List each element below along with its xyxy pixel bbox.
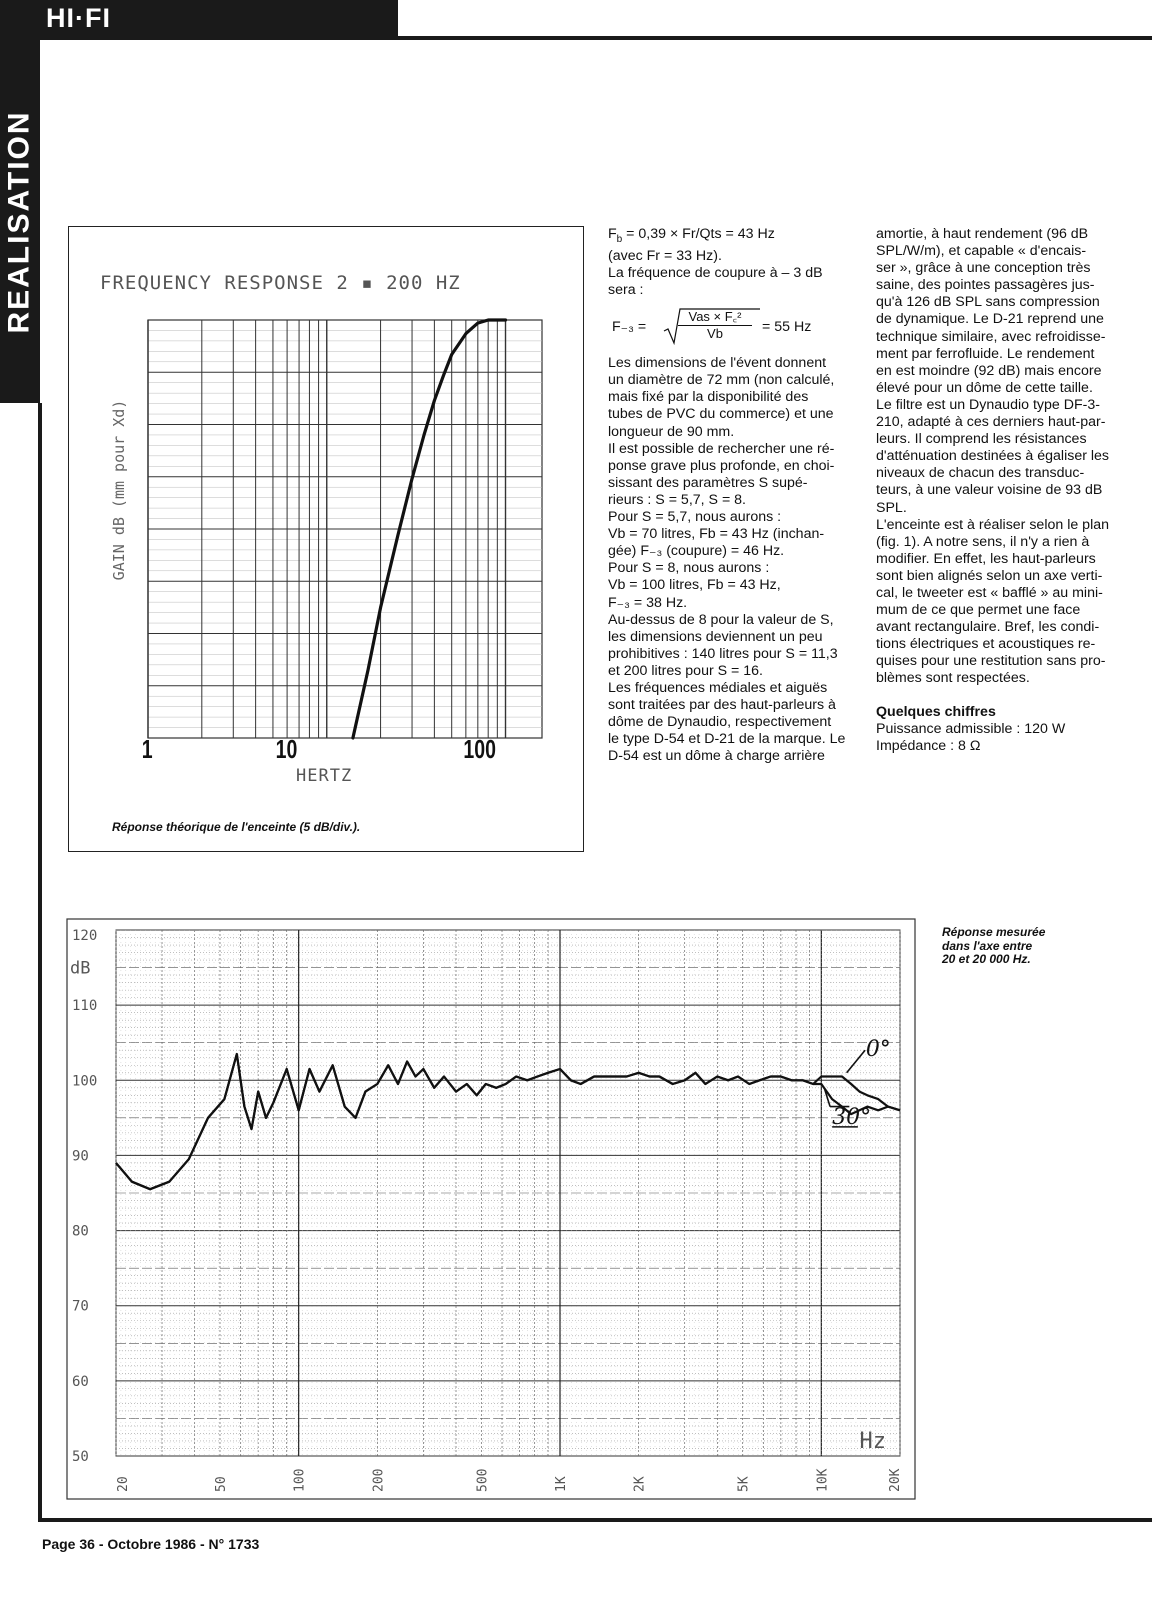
text-line: Au-dessus de 8 pour la valeur de S, — [608, 611, 834, 628]
text-line: et 200 litres pour S = 16. — [608, 662, 763, 679]
text-line: Pour S = 8, nous aurons : — [608, 560, 770, 577]
text-line: saine, des pointes passagères jus- — [876, 277, 1095, 294]
text-line: élevé pour un dôme de cette taille. — [876, 379, 1093, 396]
caption-line: 20 et 20 000 Hz. — [942, 952, 1031, 966]
text-line: de dynamique. Le D-21 reprend une — [876, 311, 1104, 328]
paragraph-block — [608, 355, 860, 440]
x-tick-label: 200 — [371, 1468, 387, 1492]
x-tick-label: 500 — [475, 1468, 491, 1492]
text-line: cal, le tweeter est « bafflé » au mini- — [876, 584, 1103, 601]
y-tick-label: 90 — [72, 1148, 89, 1165]
x-tick-label: 2K — [632, 1476, 648, 1492]
text-line: D-54 est un dôme à charge arrière — [608, 748, 825, 765]
figure1-caption: Réponse théorique de l'enceinte (5 dB/div.). — [112, 820, 361, 834]
figure1-xtick: 100 — [463, 734, 496, 764]
y-tick-label: 70 — [72, 1298, 89, 1315]
text-line: sissant des paramètres S supé- — [608, 474, 808, 491]
figure1-xtick: 10 — [275, 734, 298, 764]
text-line: dôme de Dynaudio, respectivement — [608, 714, 832, 731]
spec-line: Impédance : 8 Ω — [876, 737, 981, 754]
text-line: Le filtre est un Dynaudio type DF-3- — [876, 396, 1100, 413]
y-tick-label: 50 — [72, 1449, 89, 1465]
y-tick-label: 110 — [72, 998, 98, 1015]
text-line: sont bien alignés selon un axe verti- — [876, 567, 1103, 584]
annotation-0-leader — [847, 1050, 865, 1073]
x-tick-label: 50 — [213, 1476, 229, 1492]
y-tick-label: 100 — [72, 1073, 98, 1090]
x-tick-label: 20K — [888, 1468, 903, 1492]
x-unit-label: Hz — [859, 1429, 887, 1454]
text-line: leurs. Il comprend les résistances — [876, 431, 1087, 448]
bottom-rule — [38, 1518, 1152, 1522]
section-heading: Quelques chiffres — [876, 703, 996, 720]
annotation-30: 30° — [832, 1104, 872, 1130]
side-tab-label: REALISATION — [3, 109, 37, 334]
text-line: SPL/W/m), et capable « d'encais- — [876, 243, 1087, 260]
text-line: Les dimensions de l'évent donnent — [608, 355, 827, 372]
text-line: sont traitées par des haut-parleurs à — [608, 697, 836, 714]
x-tick-label: 5K — [736, 1476, 752, 1492]
unit-label: dB — [70, 958, 91, 979]
text-line: (fig. 1). A notre sens, il n'y a rien à — [876, 533, 1090, 550]
text-line: un diamètre de 72 mm (non calculé, — [608, 372, 835, 389]
section-title: HI·FI — [46, 3, 111, 33]
paragraph: La fréquence de coupure à – 3 dB — [608, 265, 823, 282]
text-line: tions électriques et acoustiques re- — [876, 636, 1096, 653]
annotation-0: 0° — [865, 1037, 891, 1063]
paragraph-block — [608, 441, 860, 612]
side-tab-label-wrap — [0, 40, 40, 403]
caption-line: dans l'axe entre — [942, 938, 1033, 953]
figure2-caption — [942, 926, 1045, 967]
text-line: quises pour une restitution sans pro- — [876, 653, 1106, 670]
figure1-chart — [140, 318, 550, 748]
text-line: SPL. — [876, 499, 907, 516]
text-line: qu'à 126 dB SPL sans compression — [876, 294, 1100, 311]
y-tick-label: 80 — [72, 1223, 89, 1240]
x-tick-label: 10K — [815, 1468, 831, 1492]
text-line: tubes de PVC du commerce) et une — [608, 406, 834, 423]
text-line: teurs, à une valeur voisine de 93 dB — [876, 482, 1103, 499]
y-tick-label: 60 — [72, 1373, 89, 1390]
x-tick-label: 100 — [292, 1468, 308, 1492]
figure2-chart — [66, 918, 916, 1500]
text-line: Les fréquences médiales et aiguës — [608, 679, 828, 696]
text-line: F₋₃ = 38 Hz. — [608, 594, 688, 611]
text-line: 210, adapté à ces derniers haut-par- — [876, 414, 1106, 431]
text-line: mum de ce que permet une face — [876, 602, 1081, 619]
text-line: prohibitives : 140 litres pour S = 11,3 — [608, 645, 838, 662]
text-column-2 — [876, 226, 1122, 755]
text-line: rieurs : S = 5,7, S = 8. — [608, 491, 747, 508]
text-line: Vb = 70 litres, Fb = 43 Hz (inchan- — [608, 526, 825, 543]
paragraph: (avec Fr = 33 Hz). — [608, 247, 722, 264]
text-line: longueur de 90 mm. — [608, 423, 735, 440]
text-line: ment par ferrofluide. Le rendement — [876, 345, 1095, 362]
formula-denominator: Vb — [707, 326, 723, 342]
figure1-xlabel: HERTZ — [296, 766, 353, 786]
text-line: modifier. En effet, les haut-parleurs — [876, 550, 1096, 567]
text-line: le type D-54 et D-21 de la marque. Le — [608, 731, 846, 748]
paragraph: $F_b = 0,39 \times Fr/Qts = 43$ Hz — [608, 226, 775, 245]
paragraph-block — [608, 612, 860, 680]
figure1-ylabel: GAIN dB (mm pour Xd) — [110, 399, 128, 581]
text-line: niveaux de chacun des transduc- — [876, 465, 1085, 482]
x-tick-label: 1K — [553, 1476, 569, 1492]
text-line: en est moindre (92 dB) mais encore — [876, 362, 1102, 379]
left-rule — [38, 403, 42, 1521]
text-line: d'atténuation destinées à égaliser les — [876, 448, 1110, 465]
text-line: Il est possible de rechercher une ré- — [608, 440, 835, 457]
figure1-title: FREQUENCY RESPONSE 2 ▪ 200 HZ — [100, 272, 461, 294]
text-line: mais fixé par la disponibilité des — [608, 389, 809, 406]
text-line: L'enceinte est à réaliser selon le plan — [876, 516, 1110, 533]
figure1-ylabel-wrap — [104, 350, 134, 630]
figure1-xtick: 1 — [141, 734, 153, 764]
text-line: les dimensions deviennent un peu — [608, 628, 823, 645]
y-tick-label: 120 — [72, 928, 98, 944]
paragraph-block — [876, 517, 1122, 688]
text-line: technique similaire, avec refroidisse- — [876, 328, 1106, 345]
sqrt-symbol — [662, 307, 762, 352]
text-line: gée) F₋₃ (coupure) = 46 Hz. — [608, 543, 785, 560]
text-line: avant rectangulaire. Bref, les condi- — [876, 619, 1100, 636]
spec-line: Puissance admissible : 120 W — [876, 720, 1066, 737]
formula-lhs: F₋₃ = — [612, 319, 647, 336]
header-rule — [398, 36, 1152, 40]
paragraph-block — [608, 680, 860, 765]
formula-rhs: = 55 Hz — [762, 319, 812, 336]
x-tick-label: 20 — [116, 1476, 131, 1492]
text-line: Pour S = 5,7, nous aurons : — [608, 509, 782, 526]
paragraph-block — [876, 226, 1122, 517]
page-footer: Page 36 - Octobre 1986 - N° 1733 — [42, 1536, 260, 1552]
paragraph: sera : — [608, 282, 644, 299]
text-column-1 — [608, 226, 860, 765]
formula-numerator: Vas × F꜀² — [678, 309, 752, 326]
caption-line: Réponse mesurée — [942, 925, 1046, 939]
text-line: ponse grave plus profonde, en choi- — [608, 457, 835, 474]
text-line: ser », grâce à une conception très — [876, 260, 1091, 277]
text-line: blèmes sont respectées. — [876, 670, 1030, 687]
text-line: amortie, à haut rendement (96 dB — [876, 226, 1089, 242]
formula-f3 — [612, 307, 860, 347]
text-line: Vb = 100 litres, Fb = 43 Hz, — [608, 577, 781, 594]
